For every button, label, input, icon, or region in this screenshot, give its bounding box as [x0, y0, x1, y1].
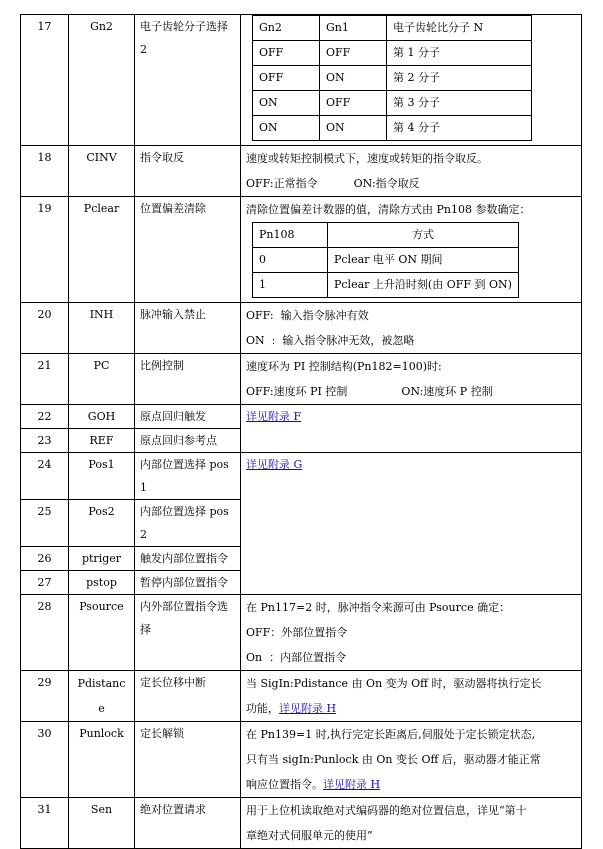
- signal-description: [241, 405, 582, 453]
- gear-cell: ON: [253, 91, 320, 116]
- description-line: 当 SigIn:Pdistance 由 On 变为 Off 时，驱动器将执行定长: [246, 677, 542, 690]
- gear-table-row: [253, 41, 532, 66]
- gear-cell: 第 3 分子: [387, 91, 532, 116]
- signal-code: Sen: [69, 798, 135, 849]
- signal-name: 定长位移中断: [135, 671, 241, 722]
- signal-description: [241, 722, 582, 798]
- gear-header-gn2: Gn2: [253, 16, 320, 41]
- signal-code-part: Pdistanc: [77, 677, 126, 690]
- signal-code: Pos1: [69, 453, 135, 500]
- gear-cell: OFF: [320, 91, 387, 116]
- signal-description: [241, 671, 582, 722]
- signal-description: [241, 146, 582, 197]
- description-text: 功能，: [246, 702, 279, 715]
- description-line: 只有当 sigIn:Punlock 由 On 变长 Off 后，驱动器才能正常: [246, 753, 541, 766]
- row-number: 19: [21, 197, 69, 303]
- table-row: [21, 453, 582, 500]
- gear-header-numerator: 电子齿轮比分子 N: [387, 16, 532, 41]
- table-row: [21, 722, 582, 798]
- description-line: ON : 输入指令脉冲无效，被忽略: [246, 334, 415, 347]
- signal-description: [241, 798, 582, 849]
- pn108-cell: Pclear 上升沿时刻(由 OFF 到 ON): [328, 273, 519, 298]
- signal-name: 比例控制: [135, 354, 241, 405]
- row-number: 27: [21, 571, 69, 595]
- gear-cell: 第 1 分子: [387, 41, 532, 66]
- state-off-text: OFF:速度环 PI 控制: [246, 385, 348, 398]
- gear-cell: ON: [320, 66, 387, 91]
- description-line: [246, 772, 576, 797]
- gear-table-row: [253, 116, 532, 141]
- description-text: 响应位置指令。: [246, 778, 323, 791]
- signal-name: 绝对位置请求: [135, 798, 241, 849]
- signal-code: INH: [69, 303, 135, 354]
- signal-name: 内部位置选择 pos1: [135, 453, 241, 500]
- row-number: 26: [21, 547, 69, 571]
- pn108-header-param: Pn108: [253, 223, 328, 248]
- signal-name: 定长解锁: [135, 722, 241, 798]
- signal-code: GOH: [69, 405, 135, 429]
- description-line: 章绝对式伺服单元的使用”: [246, 829, 373, 842]
- description-line: OFF: 输入指令脉冲有效: [246, 309, 369, 322]
- signal-code: Pos2: [69, 500, 135, 547]
- description-line: [246, 171, 576, 196]
- signal-code-part: e: [98, 702, 105, 715]
- appendix-h-link[interactable]: 详见附录 H: [323, 778, 381, 791]
- signal-table: [20, 14, 582, 849]
- table-row: [21, 354, 582, 405]
- description-line: OFF：外部位置指令: [246, 626, 348, 639]
- signal-description: [241, 595, 582, 671]
- gear-table-header: [253, 16, 532, 41]
- pn108-cell: Pclear 电平 ON 期间: [328, 248, 519, 273]
- pn108-cell: 0: [253, 248, 328, 273]
- signal-name: 内部位置选择 pos2: [135, 500, 241, 547]
- state-off-text: OFF:正常指令: [246, 177, 318, 190]
- signal-code: CINV: [69, 146, 135, 197]
- description-line: 清除位置偏差计数器的值，清除方式由 Pn108 参数确定：: [246, 203, 531, 216]
- row-number: 31: [21, 798, 69, 849]
- row-number: 20: [21, 303, 69, 354]
- row-number: 17: [21, 15, 69, 146]
- table-row: [21, 15, 582, 146]
- table-row: [21, 595, 582, 671]
- signal-name: 位置偏差清除: [135, 197, 241, 303]
- description-line: 速度环为 PI 控制结构(Pn182=100)时:: [246, 360, 442, 373]
- signal-code: Pclear: [69, 197, 135, 303]
- signal-code: Gn2: [69, 15, 135, 146]
- table-row: [21, 405, 582, 429]
- signal-name: 脉冲输入禁止: [135, 303, 241, 354]
- pn108-table-row: [253, 273, 519, 298]
- document-page: [20, 14, 582, 849]
- pn108-cell: 1: [253, 273, 328, 298]
- description-line: 速度或转矩控制模式下，速度或转矩的指令取反。: [246, 152, 488, 165]
- description-line: 用于上位机读取绝对式编码器的绝对位置信息，详见“第十: [246, 804, 527, 817]
- table-row: [21, 303, 582, 354]
- gear-cell: 第 2 分子: [387, 66, 532, 91]
- signal-name: 原点回归参考点: [135, 429, 241, 453]
- gear-table-row: [253, 66, 532, 91]
- row-number: 18: [21, 146, 69, 197]
- gear-header-gn1: Gn1: [320, 16, 387, 41]
- appendix-f-link[interactable]: 详见附录 F: [246, 410, 302, 423]
- description-line: 在 Pn117=2 时，脉冲指令来源可由 Psource 确定：: [246, 601, 511, 614]
- signal-code: Psource: [69, 595, 135, 671]
- row-number: 22: [21, 405, 69, 429]
- gear-cell: OFF: [253, 66, 320, 91]
- state-on-text: ON:速度环 P 控制: [401, 385, 493, 398]
- description-line: On ：内部位置指令: [246, 651, 347, 664]
- gear-cell: 第 4 分子: [387, 116, 532, 141]
- row-number: 21: [21, 354, 69, 405]
- gear-cell: ON: [320, 116, 387, 141]
- gear-cell: OFF: [253, 41, 320, 66]
- description-line: [246, 696, 576, 721]
- signal-code: pstop: [69, 571, 135, 595]
- table-row: [21, 798, 582, 849]
- signal-code: ptriger: [69, 547, 135, 571]
- appendix-h-link[interactable]: 详见附录 H: [279, 702, 337, 715]
- gear-table-row: [253, 91, 532, 116]
- description-line: [246, 379, 576, 404]
- signal-code: REF: [69, 429, 135, 453]
- table-row: [21, 197, 582, 303]
- state-on-text: ON:指令取反: [353, 177, 420, 190]
- gear-ratio-table: [252, 15, 532, 141]
- appendix-g-link[interactable]: 详见附录 G: [246, 458, 303, 471]
- signal-description: [241, 15, 582, 146]
- gear-cell: OFF: [320, 41, 387, 66]
- row-number: 23: [21, 429, 69, 453]
- signal-name: 暂停内部位置指令: [135, 571, 241, 595]
- row-number: 25: [21, 500, 69, 547]
- signal-description: [241, 354, 582, 405]
- description-line: 在 Pn139=1 时,执行完定长距离后,伺服处于定长锁定状态,: [246, 728, 536, 741]
- signal-name: 指令取反: [135, 146, 241, 197]
- pn108-header-mode: 方式: [328, 223, 519, 248]
- signal-name: 内外部位置指令选择: [135, 595, 241, 671]
- signal-code: PC: [69, 354, 135, 405]
- row-number: 24: [21, 453, 69, 500]
- signal-description: [241, 303, 582, 354]
- row-number: 28: [21, 595, 69, 671]
- table-row: [21, 146, 582, 197]
- signal-name: 原点回归触发: [135, 405, 241, 429]
- row-number: 30: [21, 722, 69, 798]
- signal-code: [69, 671, 135, 722]
- pn108-table-row: [253, 248, 519, 273]
- row-number: 29: [21, 671, 69, 722]
- table-row: [21, 671, 582, 722]
- signal-description: [241, 197, 582, 303]
- signal-code: Punlock: [69, 722, 135, 798]
- signal-name: 电子齿轮分子选择 2: [135, 15, 241, 146]
- gear-cell: ON: [253, 116, 320, 141]
- pn108-table-header: [253, 223, 519, 248]
- pn108-table: [252, 222, 519, 298]
- signal-name: 触发内部位置指令: [135, 547, 241, 571]
- signal-description: [241, 453, 582, 595]
